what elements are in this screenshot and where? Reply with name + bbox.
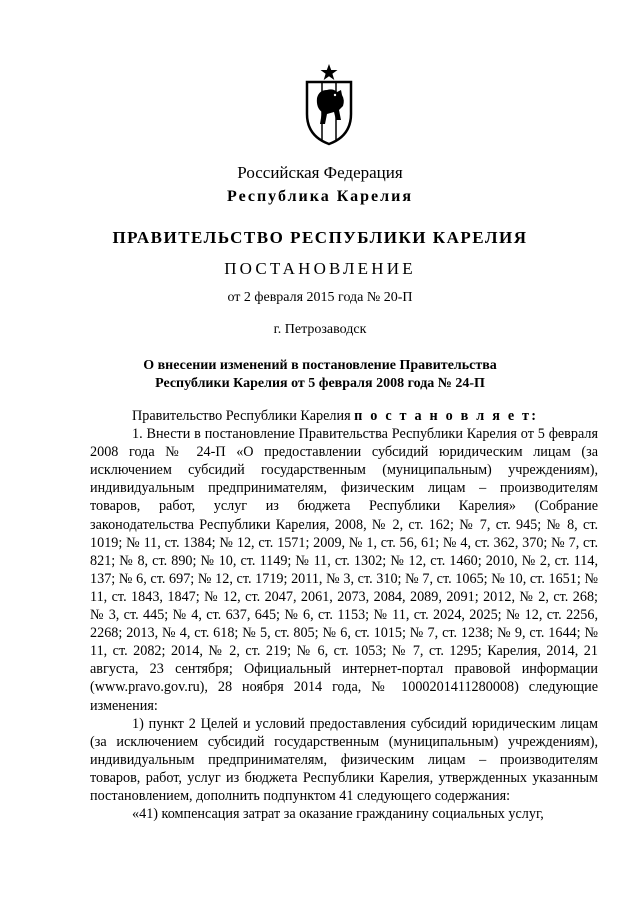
opening-subject: Правительство Республики Карелия [132,408,355,424]
subject-line-1: О внесении изменений в постановление Правительства [143,358,497,373]
paragraph-2: 1) пункт 2 Целей и условий предоставления субсидий юридическим лицам (за исключением субсидий государственным (муниципальным) учреждениям), индивидуальным предпринимателям, физическим лицам – производителям товаров, работ, услуг из бюджета Республики Карелия, утвержденных указанным постановлением, дополнить подпунктом 41 следующего содержания: [90,715,598,804]
subject-line-2: Республики Карелия от 5 февраля 2008 года № 24-П [155,376,485,391]
government-name: ПРАВИТЕЛЬСТВО РЕСПУБЛИКИ КАРЕЛИЯ [112,228,528,247]
document-city: г. Петрозаводск [273,322,367,337]
decree-verb: п о с т а н о в л я е т: [354,408,539,424]
country-name: Российская Федерация [237,163,403,182]
star-icon [321,64,338,80]
karelia-coat-of-arms-icon [303,62,355,146]
document-date-number: от 2 февраля 2015 года № 20-П [227,290,413,305]
document-body [90,407,598,823]
document-type: ПОСТАНОВЛЕНИЕ [224,259,416,278]
opening-paragraph [90,407,598,425]
republic-name: Республика Карелия [227,188,413,205]
paragraph-1: 1. Внести в постановление Правительства Республики Карелия от 5 февраля 2008 года № 24-П «О предоставлении субсидий юридическим лицам (за исключением субсидий государственным (муниципальным) учреждениям), индивидуальным предпринимателям, физическим лицам – производителям товаров, работ, услуг из бюджета Республики Карелия» (Собрание законодательства Республики Карелия, 2008, № 2, ст. 162; № 7, ст. 945; № 8, ст. 1019; № 11, ст. 1384; № 12, ст. 1571; 2009, № 1, ст. 56, 61; № 4, ст. 362, 370; № 7, ст. 821; № 8, ст. 890; № 10, ст. 1149; № 11, ст. 1302; № 12, ст. 1460; 2010, № 2, ст. 114, 137; № 6, ст. 697; № 12, ст. 1719; 2011, № 3, ст. 310; № 7, ст. 1065; № 10, ст. 1651; № 11, ст. 1843, 1847; № 12, ст. 2047, 2061, 2073, 2084, 2089, 2091; 2012, № 2, ст. 268; № 3, ст. 445; № 4, ст. 637, 645; № 6, ст. 1153; № 11, ст. 2024, 2025; № 12, ст. 2256, 2268; 2013, № 4, ст. 618; № 5, ст. 805; № 6, ст. 1015; № 7, ст. 1238; № 9, ст. 1644; № 11, ст. 2082; 2014, № 2, ст. 219; № 6, ст. 1053; № 7, ст. 1295; Карелия, 2014, 21 августа, 23 сентября; Официальный интернет-портал правовой информации (www.pravo.gov.ru), 28 ноября 2014 года, № 1000201411280008) следующие изменения: [90,426,598,714]
document-subject [0,357,640,393]
paragraph-3: «41) компенсация затрат за оказание гражданину социальных услуг, [132,806,544,823]
